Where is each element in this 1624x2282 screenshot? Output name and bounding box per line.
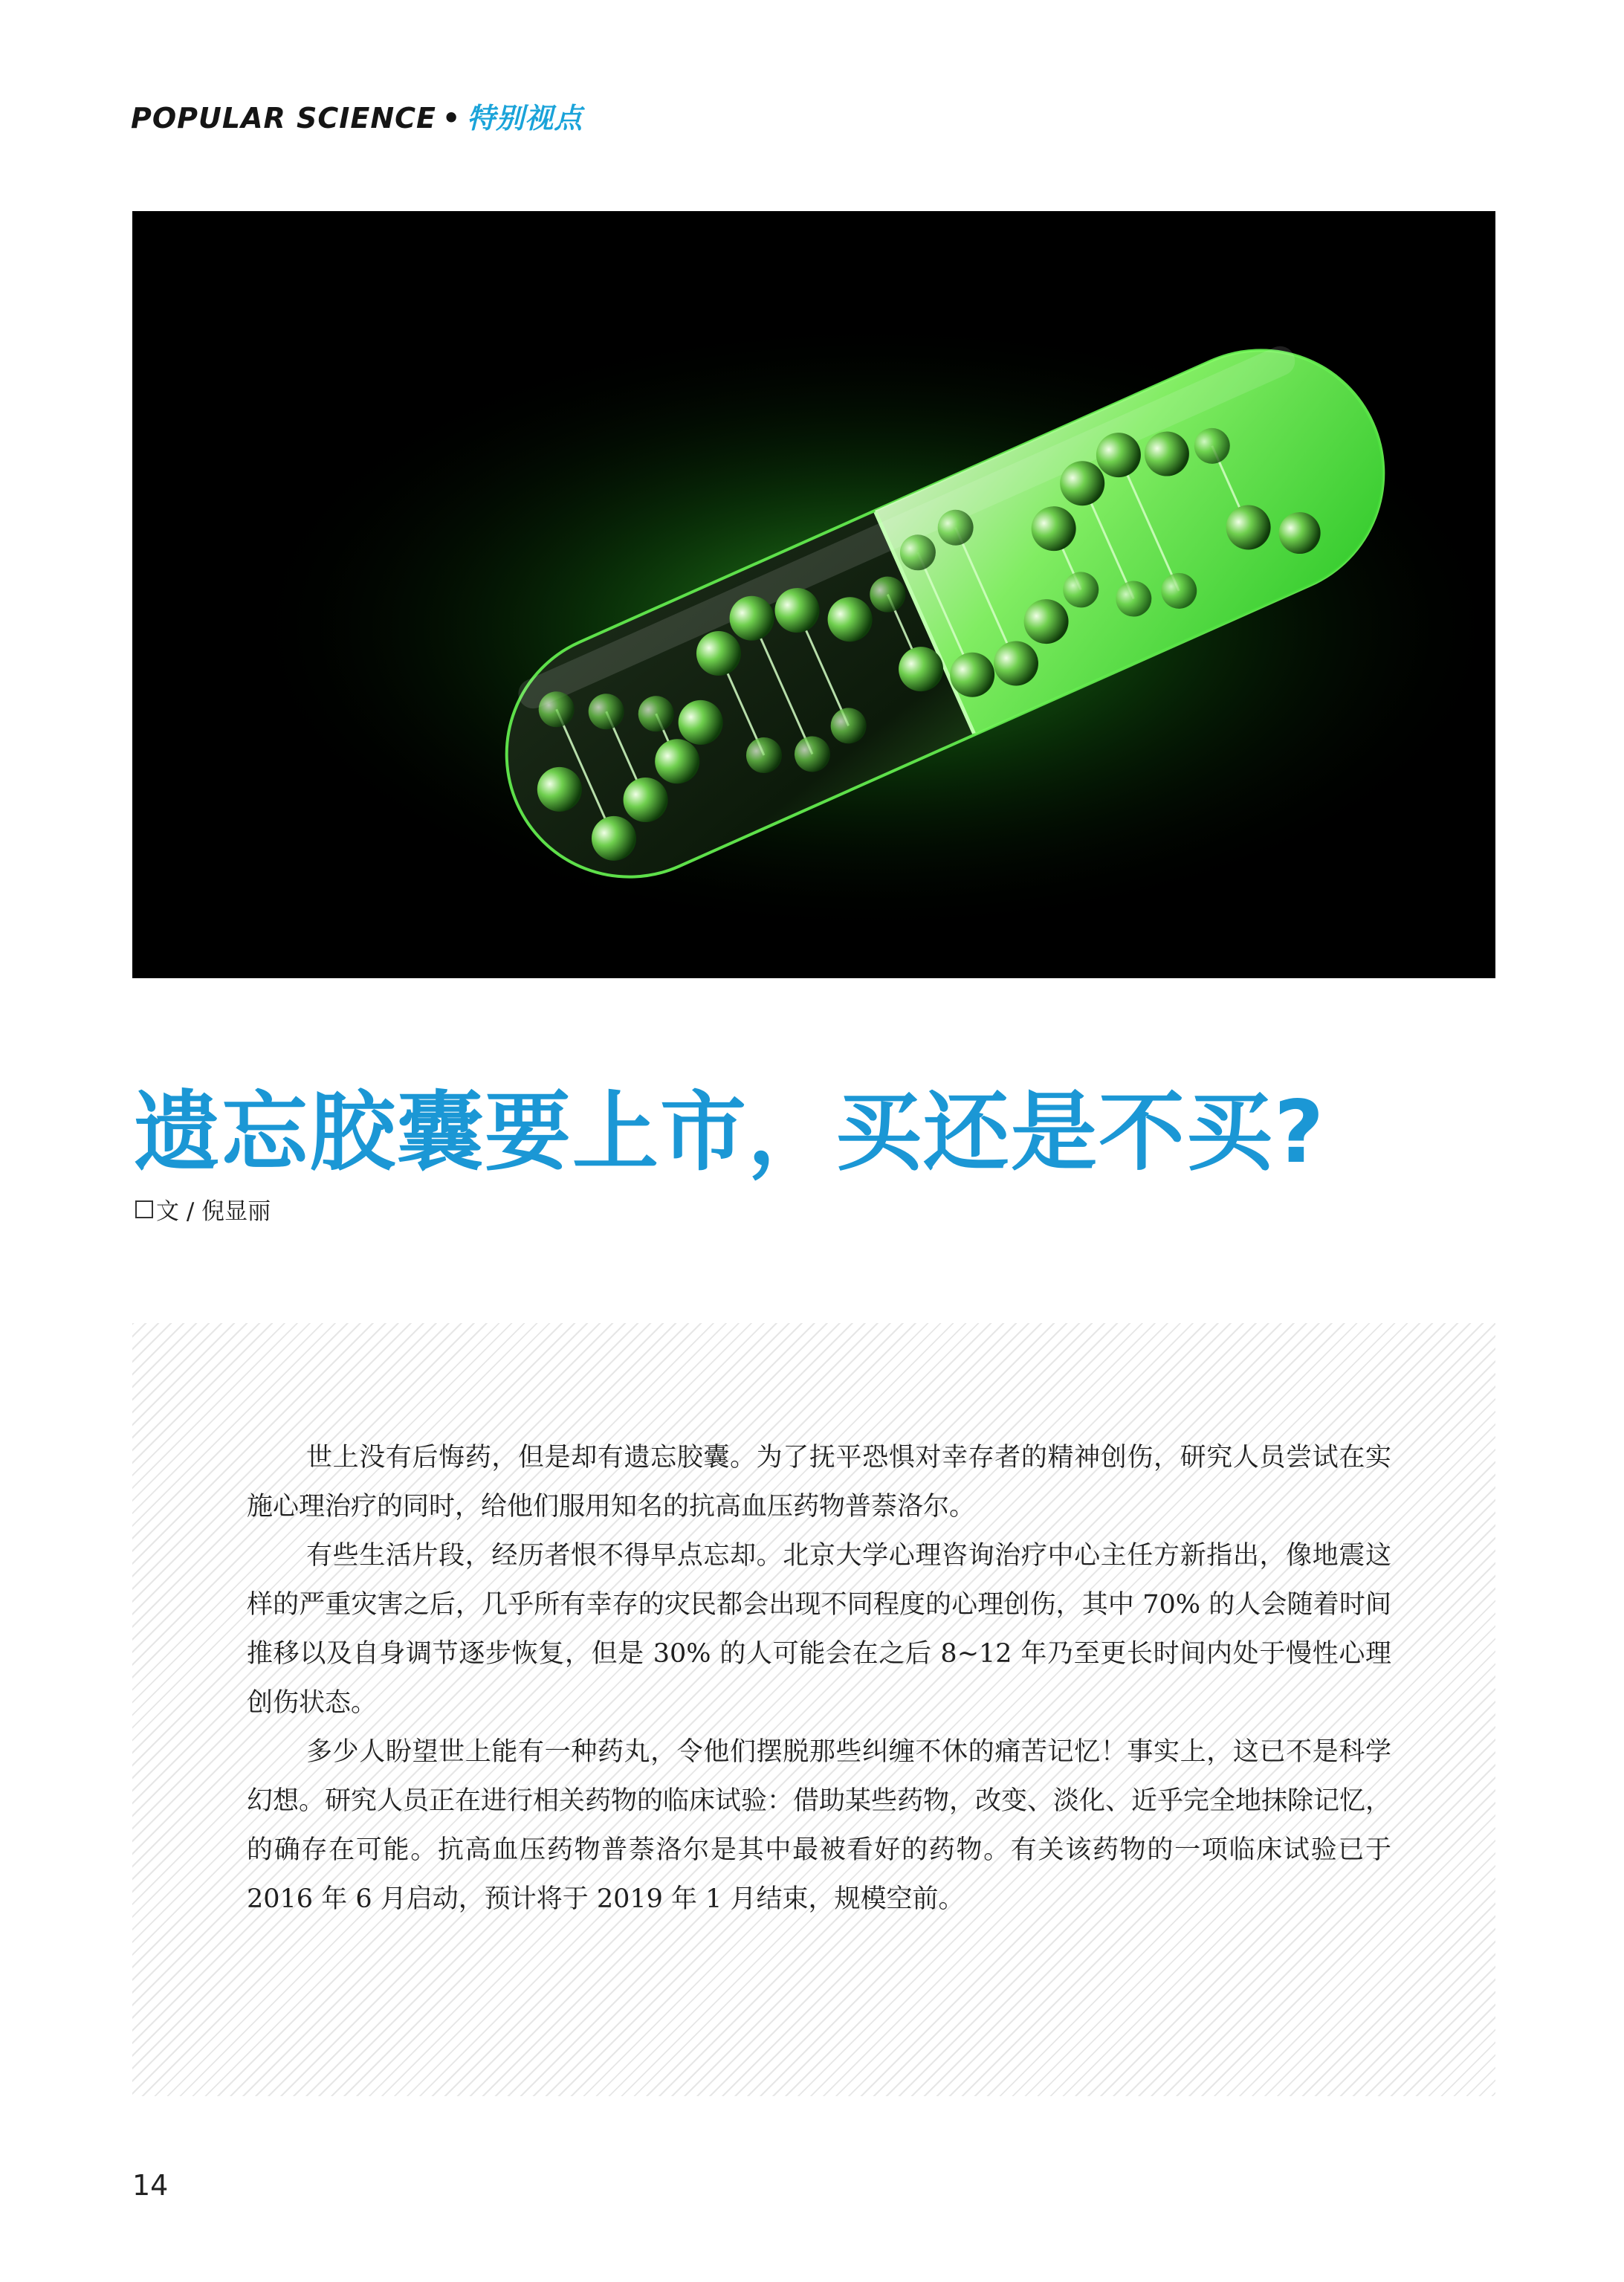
intro-box <box>132 1323 1495 2096</box>
article-title: 遗忘胶囊要上市，买还是不买? <box>134 1082 1326 1183</box>
glowing-green-capsule-with-dna-icon <box>132 211 1495 978</box>
section-name: 特别视点 <box>467 102 583 135</box>
intro-paragraph: 多少人盼望世上能有一种药丸，令他们摆脱那些纠缠不休的痛苦记忆！事实上，这已不是科学幻想。研究人员正在进行相关药物的临床试验：借助某些药物，改变、淡化、近乎完全地抹除记忆，的确存在可能。抗高血压药物普萘洛尔是其中最被看好的药物。有关该药物的一项临床试验已于 2016 年 6 月启动，预计将于 2019 年 1 月结束，规模空前。 <box>247 1737 1392 1914</box>
byline-text: 文 / 倪显丽 <box>156 1198 271 1225</box>
page-number: 14 <box>132 2169 169 2202</box>
running-header <box>131 95 583 136</box>
byline <box>135 1192 271 1226</box>
byline-box-icon <box>135 1200 153 1218</box>
hero-image <box>132 211 1495 978</box>
header-separator: • <box>441 102 462 135</box>
intro-text <box>247 1433 1391 1924</box>
magazine-brand: POPULAR SCIENCE <box>131 102 436 135</box>
intro-paragraph: 有些生活片段，经历者恨不得早点忘却。北京大学心理咨询治疗中心主任方新指出，像地震这样的严重灾害之后，几乎所有幸存的灾民都会出现不同程度的心理创伤，其中 70% 的人会随着时间推移以及自身调节逐步恢复，但是 30% 的人可能会在之后 8~12 年乃至更长时间内处于慢性心理创伤状态。 <box>247 1541 1391 1718</box>
intro-paragraph: 世上没有后悔药，但是却有遗忘胶囊。为了抚平恐惧对幸存者的精神创伤，研究人员尝试在实施心理治疗的同时，给他们服用知名的抗高血压药物普萘洛尔。 <box>247 1443 1391 1522</box>
